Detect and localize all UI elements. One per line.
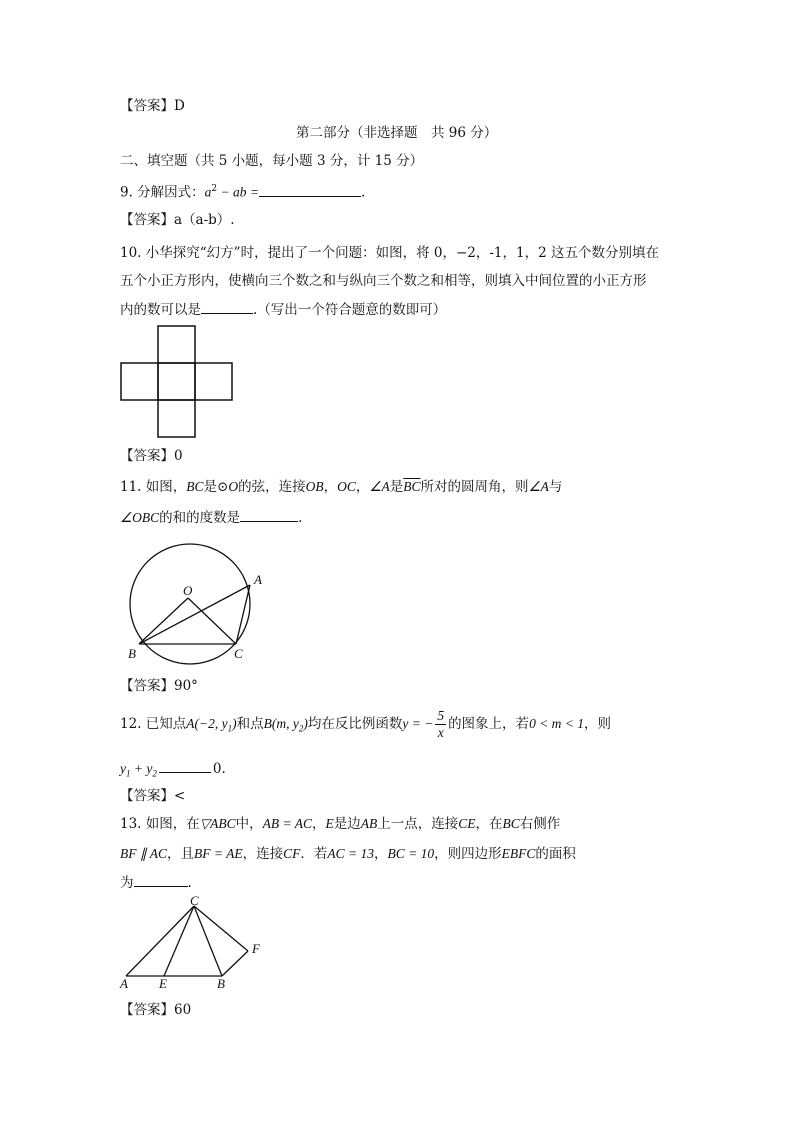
segment-bc [194,906,222,976]
fraction: $\frac{5}{x}$ [437,708,445,740]
grid-cell-right [195,363,232,400]
label-b: B [217,976,225,991]
segment-ac [126,906,194,976]
q12-line1: 12. 已知点A(−2, $y_1$)和点B(m, $y_2$)均在反比例函数y = − $\frac{5}{x}$ 的图象上，若0 < m < 1，则 [120,708,612,740]
segment-cf [194,906,248,951]
q13-answer: 【答案】60 [120,1002,192,1018]
q10-answer: 【答案】0 [120,448,183,464]
segment-ba [139,585,250,644]
circle-figure [112,540,272,668]
arc-bc: $\overline{BC}$ [403,479,421,494]
q11-answer: 【答案】90° [120,678,198,694]
circle-o [130,544,250,664]
answer-tag: 【答案】 [120,98,174,114]
label-o: O [183,583,193,598]
label-a: A [120,976,128,991]
q12-line2: $y_1 + y_2$ 0. [120,761,226,779]
segment-ca [236,585,250,644]
q11-line1: 11. 如图，BC是⊙O的弦，连接OB，OC，∠A是$\overline{BC}$所对的圆周角，则∠A与 [120,479,563,495]
segment-ce [164,906,194,976]
grid-cell-left [121,363,158,400]
q13-line1: 13. 如图，在▽ABC中，AB = AC，E是边AB上一点，连接CE，在BC右侧作 [120,816,561,832]
grid-cell-top [158,326,195,363]
answer-blank [201,300,253,314]
q12-answer: 【答案】< [120,788,186,804]
q13-line3: 为 . [120,875,192,891]
grid-cell-bottom [158,400,195,437]
answer-blank [159,759,211,773]
q10-line2: 五个小正方形内，使横向三个数之和与纵向三个数之和相等，则填入中间位置的小正方形 [120,273,647,289]
section-title: 二、填空题（共 5 小题，每小题 3 分，计 15 分） [120,153,424,169]
answer-blank [240,508,298,522]
q13-line2: BF ∥ AC，且BF = AE，连接CF．若AC = 13，BC = 10，则四边形EBFC的面积 [120,846,576,862]
grid-cell-center [158,363,195,400]
label-c: C [234,646,243,661]
answer-text: D [174,98,185,114]
q10-line3: 内的数可以是 .（写出一个符合题意的数即可） [120,302,447,318]
cross-grid-figure [118,324,236,440]
label-c: C [190,896,199,908]
label-a: A [254,572,262,587]
part-two-title: 第二部分（非选择题 共 96 分） [296,125,498,141]
label-b: B [128,646,136,661]
segment-bf [222,951,248,976]
triangle-figure [114,896,274,992]
q9-stem: 9. 分解因式：$a^2$ − ab = . [120,184,366,201]
q10-line1: 10. 小华探究“幻方”时，提出了一个问题：如图，将 0，−2，-1，1，2 这五个数分别填在 [120,245,659,261]
q9-answer: 【答案】a（a-b）. [120,212,235,228]
label-f: F [252,941,260,956]
answer-blank [259,183,361,197]
q11-line2: ∠OBC的和的度数是 . [120,510,303,526]
segment-ob [139,598,188,644]
answer-blank [134,873,188,887]
label-e: E [159,976,167,991]
q8-answer [120,97,185,115]
